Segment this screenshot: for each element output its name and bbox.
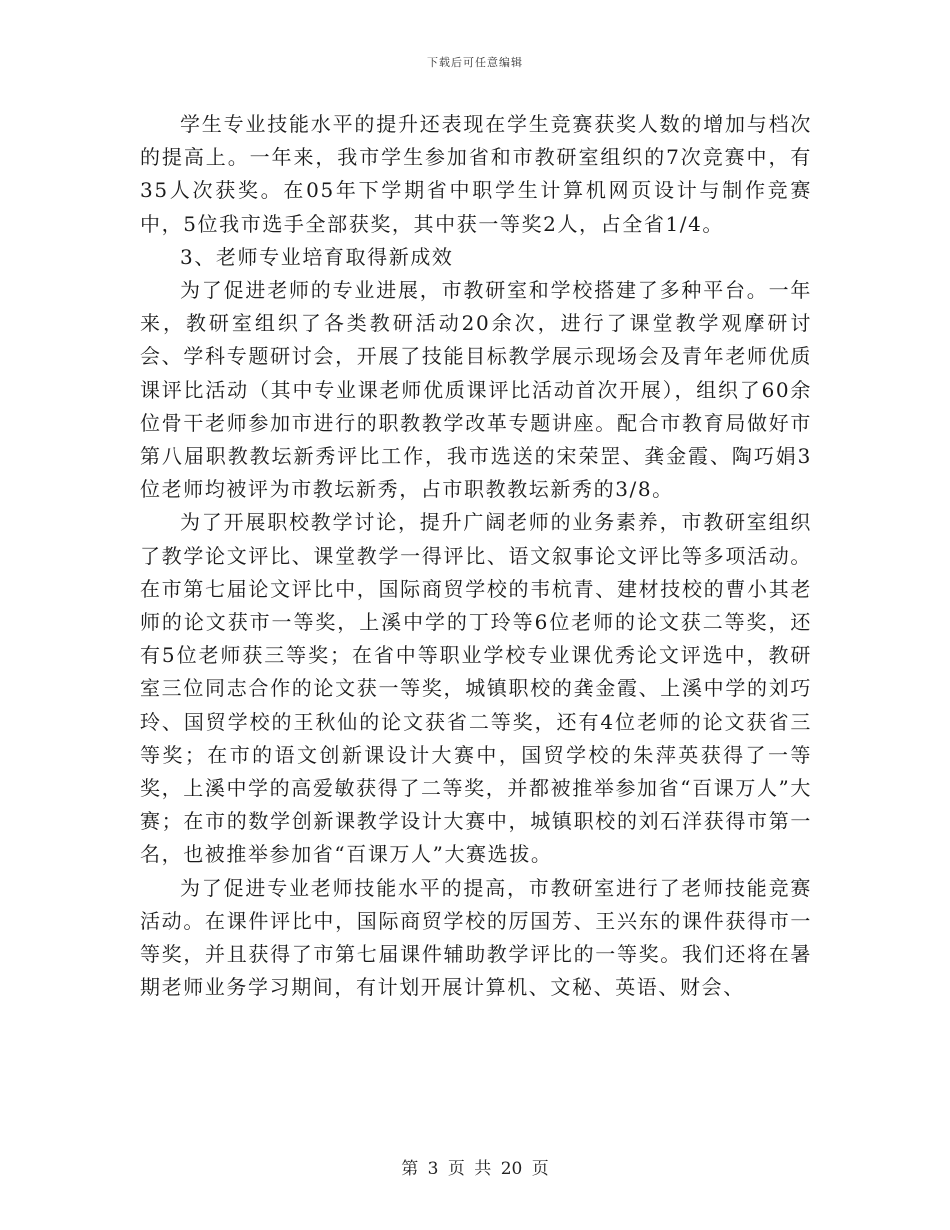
page-footer: 第 3 页 共 20 页 (401, 1159, 549, 1179)
body-content (140, 108, 812, 1004)
paragraph-skills-competition: 为了促进专业老师技能水平的提高，市教研室进行了老师技能竞赛活动。在课件评比中，国际商贸学校的厉国芳、王兴东的课件获得市一等奖，并且获得了市第七届课件辅助教学评比的一等奖。我们还将在暑期老师业务学习期间，有计划开展计算机、文秘、英语、财会、 (140, 875, 812, 1000)
page-header: 下载后可任意编辑 (427, 56, 523, 69)
paragraph-student-awards: 学生专业技能水平的提升还表现在学生竞赛获奖人数的增加与档次的提高上。一年来，我市学生参加省和市教研室组织的7次竞赛中，有35人次获奖。在05年下学期省中职学生计算机网页设计与制作竞赛中，5位我市选手全部获奖，其中获一等奖2人，占全省1/4。 (140, 112, 812, 236)
paragraph-teaching-research: 为了开展职校教学讨论，提升广阔老师的业务素养，市教研室组织了教学论文评比、课堂教学一得评比、语文叙事论文评比等多项活动。在市第七届论文评比中，国际商贸学校的韦杭青、建材技校的曹小其老师的论文获市一等奖，上溪中学的丁玲等6位老师的论文获二等奖，还有5位老师获三等奖；在省中等职业学校专业课优秀论文评选中，教研室三位同志合作的论文获一等奖，城镇职校的龚金霞、上溪中学的刘巧玲、国贸学校的王秋仙的论文获省二等奖，还有4位老师的论文获省三等奖；在市的语文创新课设计大赛中，国贸学校的朱萍英获得了一等奖，上溪中学的高爱敏获得了二等奖，并都被推举参加省“百课万人”大赛；在市的数学创新课教学设计大赛中，城镇职校的刘石洋获得市第一名，也被推举参加省“百课万人”大赛选拔。 (140, 510, 812, 867)
paragraph-teacher-development: 为了促进老师的专业进展，市教研室和学校搭建了多种平台。一年来，教研室组织了各类教研活动20余次，进行了课堂教学观摩研讨会、学科专题研讨会，开展了技能目标教学展示现场会及青年老师优质课评比活动（其中专业课老师优质课评比活动首次开展），组织了60余位骨干老师参加市进行的职教教学改革专题讲座。配合市教育局做好市第八届职教教坛新秀评比工作，我市选送的宋荣罡、龚金霞、陶巧娟3位老师均被评为市教坛新秀，占市职教教坛新秀的3/8。 (140, 278, 812, 502)
section-heading: 3、老师专业培育取得新成效 (180, 244, 454, 269)
